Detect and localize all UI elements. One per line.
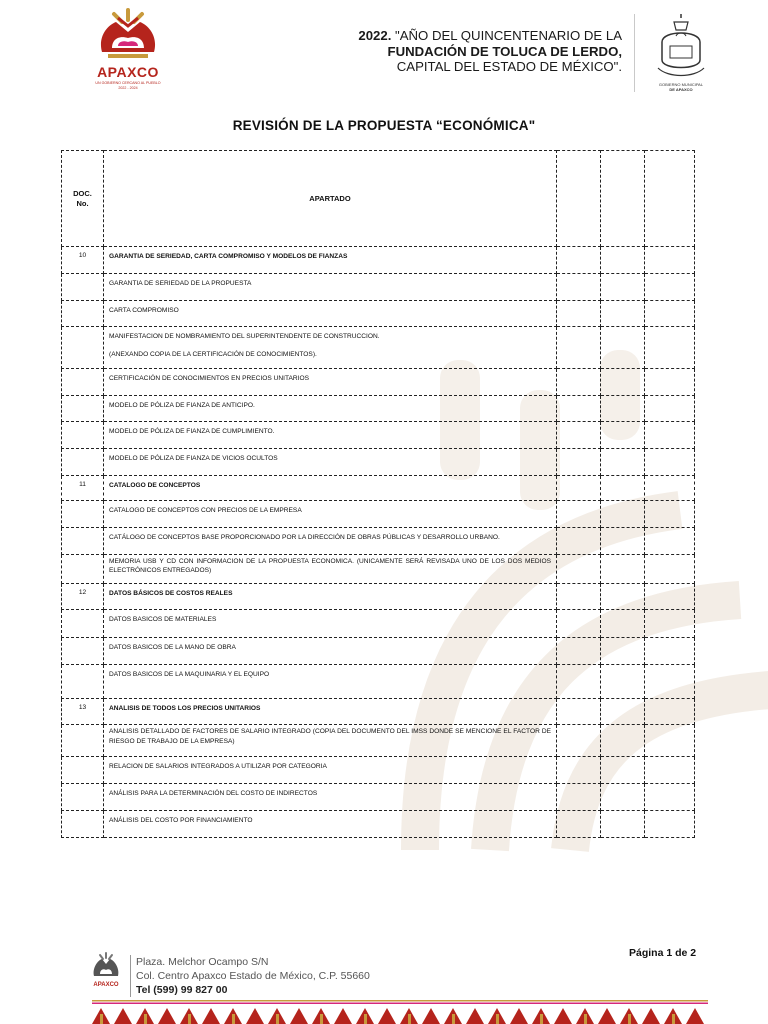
header-motto bbox=[322, 28, 622, 75]
check-cell[interactable] bbox=[557, 610, 601, 638]
table-row bbox=[62, 501, 695, 528]
footer-divider bbox=[130, 955, 131, 997]
row-text: ANALISIS DETALLADO DE FACTORES DE SALARIO INTEGRADO (COPIA DEL DOCUMENTO DEL IMSS DONDE SE MENCIONE EL FACTOR DE RIESGO DE TRABAJO DE LA EMPRESA) bbox=[104, 725, 557, 757]
table-row bbox=[62, 528, 695, 555]
row-text: GARANTIA DE SERIEDAD DE LA PROPUESTA bbox=[104, 274, 557, 301]
table-header-row bbox=[62, 151, 695, 247]
row-number: 11 bbox=[62, 476, 104, 501]
check-cell[interactable] bbox=[645, 476, 695, 501]
check-cell[interactable] bbox=[557, 725, 601, 757]
row-number bbox=[62, 784, 104, 811]
row-text: DATOS BÁSICOS DE COSTOS REALES bbox=[104, 584, 557, 610]
check-cell[interactable] bbox=[557, 396, 601, 422]
logo-tagline bbox=[88, 81, 168, 90]
row-number bbox=[62, 369, 104, 396]
table-row bbox=[62, 784, 695, 811]
check-cell[interactable] bbox=[645, 610, 695, 638]
row-number bbox=[62, 422, 104, 449]
row-number bbox=[62, 757, 104, 784]
check-cell[interactable] bbox=[645, 422, 695, 449]
check-cell[interactable] bbox=[645, 528, 695, 555]
row-text: MODELO DE PÓLIZA DE FIANZA DE ANTICIPO. bbox=[104, 396, 557, 422]
row-text: CATALOGO DE CONCEPTOS bbox=[104, 476, 557, 501]
check-cell[interactable] bbox=[557, 476, 601, 501]
logo-name: APAXCO bbox=[97, 64, 159, 80]
table-row bbox=[62, 610, 695, 638]
footer-color-lines bbox=[92, 1000, 708, 1005]
check-cell[interactable] bbox=[557, 784, 601, 811]
check-cell[interactable] bbox=[601, 584, 645, 610]
row-number bbox=[62, 501, 104, 528]
header-doc-label: DOC. bbox=[73, 188, 92, 198]
row-text: GARANTIA DE SERIEDAD, CARTA COMPROMISO Y MODELOS DE FIANZAS bbox=[104, 247, 557, 274]
check-cell[interactable] bbox=[601, 396, 645, 422]
check-cell[interactable] bbox=[557, 449, 601, 476]
check-cell[interactable] bbox=[601, 638, 645, 665]
check-cell[interactable] bbox=[601, 665, 645, 699]
row-number bbox=[62, 528, 104, 555]
check-cell[interactable] bbox=[601, 784, 645, 811]
check-cell[interactable] bbox=[645, 811, 695, 838]
check-cell[interactable] bbox=[557, 528, 601, 555]
page-header bbox=[0, 0, 768, 100]
row-number: 12 bbox=[62, 584, 104, 610]
row-text: MEMORIA USB Y CD CON INFORMACION DE LA PROPUESTA ECONOMICA. (UNICAMENTE SERÁ REVISADA UNO DE LOS DOS MEDIOS ELECTRÓNICOS ENTREGADOS) bbox=[104, 555, 557, 584]
row-number bbox=[62, 327, 104, 369]
address-line-1: Plaza. Melchor Ocampo S/N bbox=[136, 956, 269, 968]
row-text: ANALISIS DE TODOS LOS PRECIOS UNITARIOS bbox=[104, 699, 557, 725]
check-cell[interactable] bbox=[557, 274, 601, 301]
check-cell[interactable] bbox=[601, 449, 645, 476]
check-cell[interactable] bbox=[557, 247, 601, 274]
check-cell[interactable] bbox=[645, 757, 695, 784]
table-row bbox=[62, 301, 695, 327]
row-text: MODELO DE PÓLIZA DE FIANZA DE CUMPLIMIENTO. bbox=[104, 422, 557, 449]
footer-logo-name: APAXCO bbox=[93, 982, 119, 988]
check-cell[interactable] bbox=[601, 528, 645, 555]
footer-emblem-icon bbox=[90, 952, 122, 982]
row-text: CATÁLOGO DE CONCEPTOS BASE PROPORCIONADO POR LA DIRECCIÓN DE OBRAS PÚBLICAS Y DESARROLLO URBANO. bbox=[104, 528, 557, 555]
row-number bbox=[62, 274, 104, 301]
check-cell[interactable] bbox=[601, 247, 645, 274]
table-row bbox=[62, 584, 695, 610]
row-number bbox=[62, 610, 104, 638]
page-number: Página 1 de 2 bbox=[629, 947, 697, 959]
check-cell[interactable] bbox=[557, 301, 601, 327]
footer-address bbox=[136, 955, 370, 997]
row-text: DATOS BASICOS DE LA MAQUINARIA Y EL EQUIPO bbox=[104, 665, 557, 699]
apaxco-logo bbox=[88, 8, 168, 96]
logo-years: 2022 - 2024 bbox=[118, 85, 138, 90]
table-row bbox=[62, 638, 695, 665]
row-text: CATALOGO DE CONCEPTOS CON PRECIOS DE LA EMPRESA bbox=[104, 501, 557, 528]
check-cell[interactable] bbox=[601, 476, 645, 501]
row-text-line-2: (ANEXANDO COPIA DE LA CERTIFICACIÓN DE CONOCIMIENTOS). bbox=[109, 351, 317, 358]
row-number bbox=[62, 301, 104, 327]
check-cell[interactable] bbox=[601, 725, 645, 757]
check-cell[interactable] bbox=[557, 757, 601, 784]
check-cell[interactable] bbox=[645, 449, 695, 476]
motto-line-2: FUNDACIÓN DE TOLUCA DE LERDO, bbox=[387, 43, 622, 59]
row-text bbox=[104, 327, 557, 369]
logo-tagline-text: UN GOBIERNO CERCANO AL PUEBLO bbox=[95, 81, 161, 85]
table-row bbox=[62, 811, 695, 838]
row-text: ANÁLISIS PARA LA DETERMINACIÓN DEL COSTO DE INDIRECTOS bbox=[104, 784, 557, 811]
row-text: CARTA COMPROMISO bbox=[104, 301, 557, 327]
check-cell[interactable] bbox=[645, 725, 695, 757]
table-row bbox=[62, 396, 695, 422]
check-cell[interactable] bbox=[601, 555, 645, 584]
review-table bbox=[61, 150, 695, 838]
check-column-1-header bbox=[557, 151, 601, 247]
row-number bbox=[62, 811, 104, 838]
table-row bbox=[62, 327, 695, 369]
check-cell[interactable] bbox=[601, 274, 645, 301]
footer-decorative-band bbox=[92, 1006, 708, 1024]
header-apartado: APARTADO bbox=[104, 151, 557, 247]
row-text: CERTIFICACIÓN DE CONOCIMIENTOS EN PRECIOS UNITARIOS bbox=[104, 369, 557, 396]
motto-line-1 bbox=[322, 28, 622, 44]
crest-caption bbox=[652, 82, 710, 92]
check-cell[interactable] bbox=[557, 584, 601, 610]
phone-number: Tel (599) 99 827 00 bbox=[136, 984, 228, 996]
municipal-crest bbox=[652, 12, 710, 96]
check-cell[interactable] bbox=[645, 665, 695, 699]
footer-logo bbox=[90, 952, 122, 994]
check-cell[interactable] bbox=[645, 274, 695, 301]
row-text: ANÁLISIS DEL COSTO POR FINANCIAMIENTO bbox=[104, 811, 557, 838]
table-row bbox=[62, 665, 695, 699]
table-row bbox=[62, 476, 695, 501]
check-cell[interactable] bbox=[645, 784, 695, 811]
table-row bbox=[62, 247, 695, 274]
table-row bbox=[62, 369, 695, 396]
check-cell[interactable] bbox=[645, 369, 695, 396]
table-row bbox=[62, 757, 695, 784]
apaxco-emblem-icon bbox=[88, 8, 168, 64]
check-cell[interactable] bbox=[557, 369, 601, 396]
header-doc-no bbox=[62, 151, 104, 247]
check-cell[interactable] bbox=[645, 699, 695, 725]
table-row bbox=[62, 449, 695, 476]
table-row bbox=[62, 422, 695, 449]
document-title: REVISIÓN DE LA PROPUESTA “ECONÓMICA" bbox=[232, 118, 536, 133]
check-column-3-header bbox=[645, 151, 695, 247]
row-text: RELACION DE SALARIOS INTEGRADOS A UTILIZAR POR CATEGORIA bbox=[104, 757, 557, 784]
crest-caption-line-2: DE APAXCO bbox=[669, 87, 693, 92]
check-cell[interactable] bbox=[601, 699, 645, 725]
check-cell[interactable] bbox=[645, 327, 695, 369]
motto-line-3: CAPITAL DEL ESTADO DE MÉXICO". bbox=[396, 59, 622, 74]
check-cell[interactable] bbox=[601, 501, 645, 528]
check-cell[interactable] bbox=[557, 699, 601, 725]
row-number: 10 bbox=[62, 247, 104, 274]
check-cell[interactable] bbox=[601, 422, 645, 449]
row-text: DATOS BASICOS DE LA MANO DE OBRA bbox=[104, 638, 557, 665]
check-cell[interactable] bbox=[557, 327, 601, 369]
row-number bbox=[62, 396, 104, 422]
check-cell[interactable] bbox=[645, 501, 695, 528]
check-cell[interactable] bbox=[601, 757, 645, 784]
check-column-2-header bbox=[601, 151, 645, 247]
table-row bbox=[62, 725, 695, 757]
check-cell[interactable] bbox=[645, 555, 695, 584]
check-cell[interactable] bbox=[601, 327, 645, 369]
check-cell[interactable] bbox=[645, 638, 695, 665]
row-number bbox=[62, 449, 104, 476]
check-cell[interactable] bbox=[645, 301, 695, 327]
header-divider bbox=[634, 14, 635, 92]
crest-caption-line-1: GOBIERNO MUNICIPAL bbox=[658, 82, 704, 87]
check-cell[interactable] bbox=[645, 396, 695, 422]
address-line-2: Col. Centro Apaxco Estado de México, C.P. 55660 bbox=[136, 970, 370, 982]
check-cell[interactable] bbox=[557, 665, 601, 699]
check-cell[interactable] bbox=[557, 811, 601, 838]
check-cell[interactable] bbox=[645, 584, 695, 610]
motto-line-1-rest: "AÑO DEL QUINCENTENARIO DE LA bbox=[391, 28, 622, 43]
row-number bbox=[62, 725, 104, 757]
row-text-line-1: MANIFESTACION DE NOMBRAMIENTO DEL SUPERINTENDENTE DE CONSTRUCCION. bbox=[109, 333, 380, 340]
check-cell[interactable] bbox=[601, 301, 645, 327]
check-cell[interactable] bbox=[557, 501, 601, 528]
crest-icon bbox=[652, 12, 710, 80]
row-number bbox=[62, 555, 104, 584]
row-number bbox=[62, 638, 104, 665]
row-text: MODELO DE PÓLIZA DE FIANZA DE VICIOS OCULTOS bbox=[104, 449, 557, 476]
check-cell[interactable] bbox=[601, 811, 645, 838]
check-cell[interactable] bbox=[557, 638, 601, 665]
check-cell[interactable] bbox=[557, 422, 601, 449]
table-row bbox=[62, 555, 695, 584]
check-cell[interactable] bbox=[601, 369, 645, 396]
header-no-label: No. bbox=[76, 198, 89, 208]
row-text: DATOS BASICOS DE MATERIALES bbox=[104, 610, 557, 638]
table-row bbox=[62, 699, 695, 725]
check-cell[interactable] bbox=[601, 610, 645, 638]
motto-year: 2022. bbox=[358, 28, 392, 43]
check-cell[interactable] bbox=[645, 247, 695, 274]
row-number: 13 bbox=[62, 699, 104, 725]
table-row bbox=[62, 274, 695, 301]
check-cell[interactable] bbox=[557, 555, 601, 584]
row-number bbox=[62, 665, 104, 699]
